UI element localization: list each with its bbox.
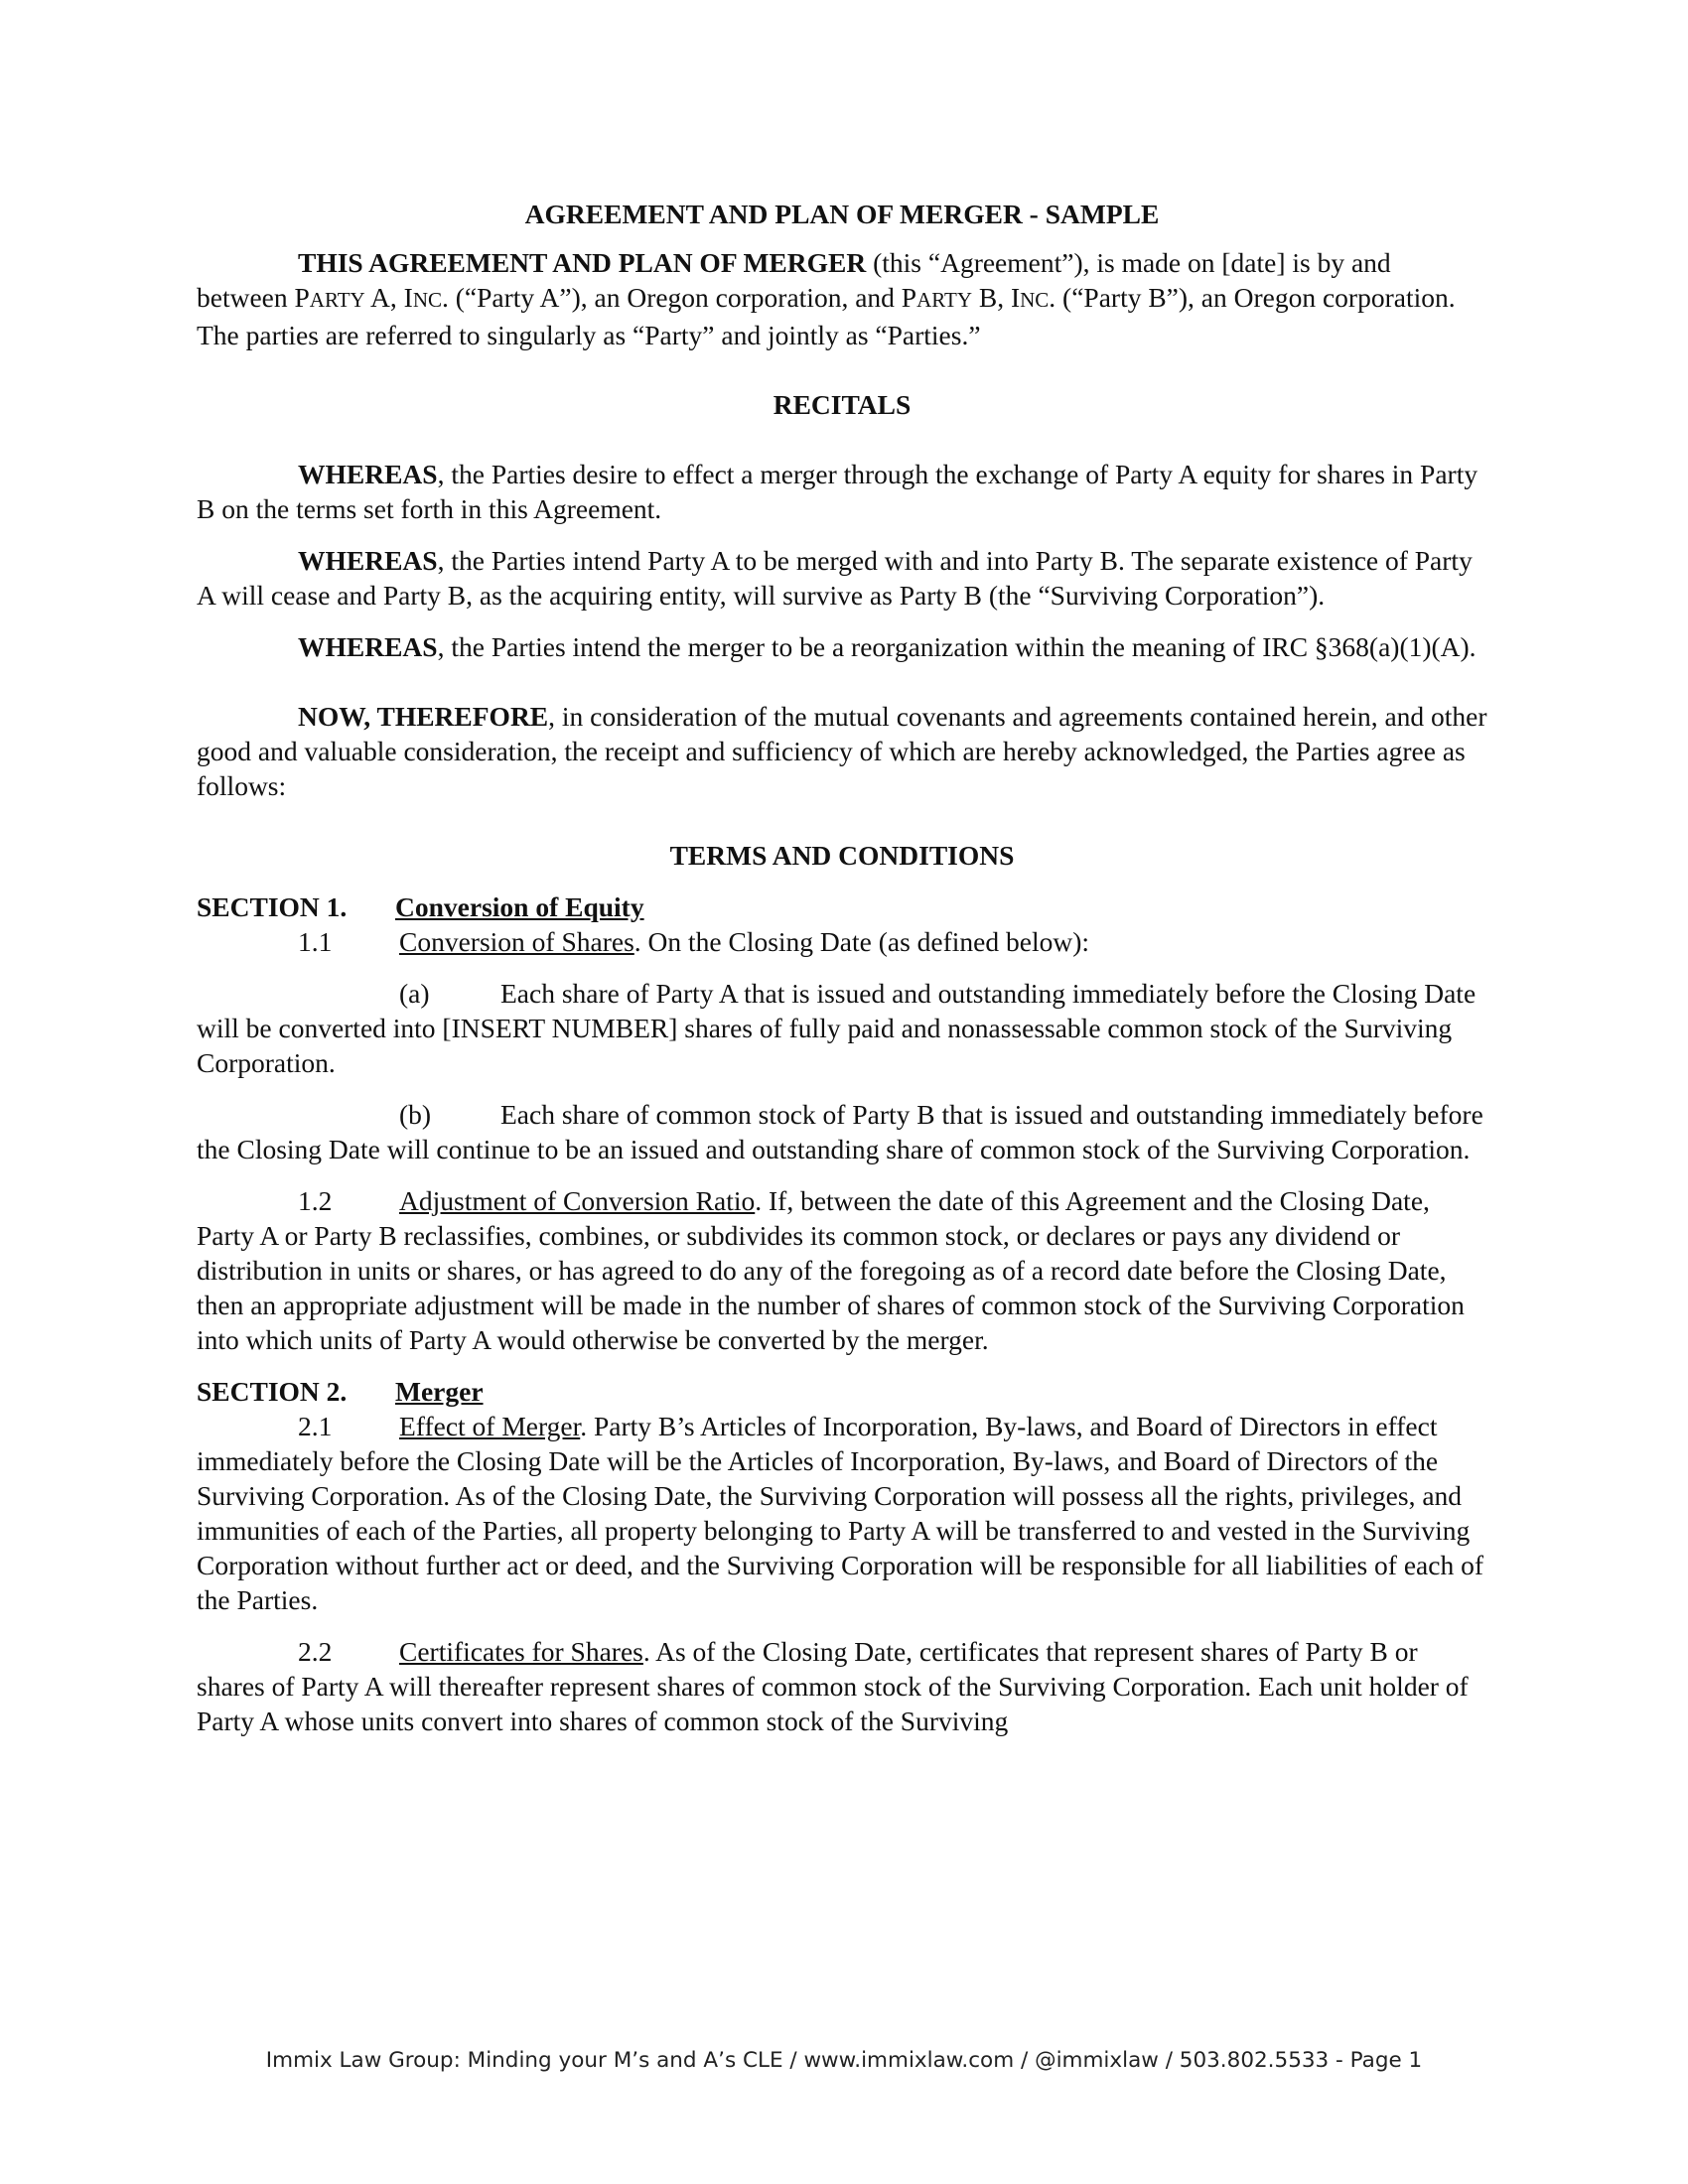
section-2-heading	[197, 1374, 1487, 1409]
clause-2-2-text: . As of the Closing Date, certificates that represent shares of Party B or shares of Party A will thereafter represent shares of common stock of the Surviving Corporation. Each unit holder of Party A whose units convert into shares of common stock of the Surviving	[197, 1636, 1469, 1736]
clause-1-2-title: Adjustment of Conversion Ratio	[399, 1185, 756, 1216]
clause-1-1-a	[197, 976, 1487, 1080]
clause-2-1-number: 2.1	[298, 1411, 333, 1441]
intro-lead: THIS AGREEMENT AND PLAN OF MERGER	[298, 247, 867, 278]
recital-1	[197, 457, 1487, 526]
clause-2-1-title: Effect of Merger	[399, 1411, 581, 1441]
now-therefore-paragraph	[197, 699, 1487, 803]
clause-1-2	[197, 1183, 1487, 1357]
section-1-title: Conversion of Equity	[395, 891, 644, 922]
recital-2	[197, 543, 1487, 613]
intro-party-a-smallcaps: ARTY	[309, 288, 365, 312]
recital-2-lead: WHEREAS	[298, 545, 438, 576]
now-therefore-text: , in consideration of the mutual covenants and agreements contained herein, and other good and valuable consideration, the receipt and sufficiency of which are hereby acknowledged, the Parties agree as follows:	[197, 701, 1487, 801]
recital-1-text: , the Parties desire to effect a merger through the exchange of Party A equity for shares in Party B on the terms set forth in this Agreement.	[197, 459, 1478, 524]
recital-3-lead: WHEREAS	[298, 631, 438, 662]
clause-1-2-text: . If, between the date of this Agreement and the Closing Date, Party A or Party B reclassifies, combines, or subdivides its common stock, or declares or pays any dividend or distribution in units or shares, or has agreed to do any of the foregoing as of a record date before the Closing Date, then an appropriate adjustment will be made in the number of shares of common stock of the Surviving Corporation into which units of Party A would otherwise be converted by the merger.	[197, 1185, 1465, 1355]
intro-text-1: (this “Agreement”), is made on [date] is by and between P	[197, 247, 1391, 313]
recital-3	[197, 629, 1487, 664]
clause-1-1-text: . On the Closing Date (as defined below):	[633, 926, 1090, 957]
clause-2-1-text: . Party B’s Articles of Incorporation, By-laws, and Board of Directors in effect immediately before the Closing Date will be the Articles of Incorporation, By-laws, and Board of Directors of the Surviving Corporation. As of the Closing Date, the Surviving Corporation will possess all the rights, privileges, and immunities of each of the Parties, all property belonging to Party A will be transferred to and vested in the Surviving Corporation without further act or deed, and the Surviving Corporation will be responsible for all liabilities of each of the Parties.	[197, 1411, 1483, 1615]
clause-1-1-b-label: (b)	[399, 1099, 432, 1130]
section-2-number: SECTION 2.	[197, 1376, 348, 1407]
document-title: AGREEMENT AND PLAN OF MERGER - SAMPLE	[524, 199, 1160, 229]
clause-1-1-b-text: Each share of common stock of Party B that is issued and outstanding immediately before the Closing Date will continue to be an issued and outstanding share of common stock of the Surviving Corporation.	[197, 1099, 1483, 1164]
clause-1-1-a-label: (a)	[399, 978, 430, 1009]
intro-text-5: . (“Party B”), an Oregon corporation. The parties are referred to singularly as “Party” and jointly as “Parties.”	[197, 282, 1456, 350]
clause-1-1-b	[197, 1097, 1487, 1166]
intro-party-b-smallcaps: ARTY	[916, 288, 972, 312]
clause-1-2-number: 1.2	[298, 1185, 333, 1216]
clause-1-1-number: 1.1	[298, 926, 333, 957]
clause-1-1	[197, 924, 1487, 959]
section-1-number: SECTION 1.	[197, 891, 348, 922]
clause-2-1	[197, 1409, 1487, 1617]
now-therefore-lead: NOW, THEREFORE	[298, 701, 549, 732]
clause-1-1-title: Conversion of Shares	[399, 926, 634, 957]
clause-2-2-title: Certificates for Shares	[399, 1636, 643, 1667]
recital-1-lead: WHEREAS	[298, 459, 438, 489]
page-footer: Immix Law Group: Minding your M’s and A’s CLE / www.immixlaw.com / @immixlaw / 503.802.5533 - Page 1	[265, 2048, 1423, 2073]
recital-2-text: , the Parties intend Party A to be merged with and into Party B. The separate existence of Party A will cease and Party B, as the acquiring entity, will survive as Party B (the “Surviving Corporation”).	[197, 545, 1473, 611]
intro-paragraph	[197, 245, 1487, 352]
intro-text-4: B, I	[971, 282, 1021, 313]
clause-2-2-number: 2.2	[298, 1636, 333, 1667]
intro-inc-smallcaps-1: NC	[412, 288, 443, 312]
intro-inc-smallcaps-2: NC	[1020, 288, 1050, 312]
recital-3-text: , the Parties intend the merger to be a reorganization within the meaning of IRC §368(a)(1)(A).	[437, 631, 1477, 662]
intro-text-2: A, I	[364, 282, 413, 313]
clause-1-1-a-text: Each share of Party A that is issued and outstanding immediately before the Closing Date will be converted into [INSERT NUMBER] shares of fully paid and nonassessable common stock of the Surviving Corporation.	[197, 978, 1477, 1078]
intro-text-3: . (“Party A”), an Oregon corporation, and P	[442, 282, 917, 313]
section-2-title: Merger	[395, 1376, 484, 1407]
clause-2-2	[197, 1634, 1487, 1738]
recitals-heading: RECITALS	[773, 389, 912, 420]
section-1-heading	[197, 889, 1487, 924]
terms-heading: TERMS AND CONDITIONS	[669, 840, 1015, 871]
document-page	[197, 197, 1487, 1738]
